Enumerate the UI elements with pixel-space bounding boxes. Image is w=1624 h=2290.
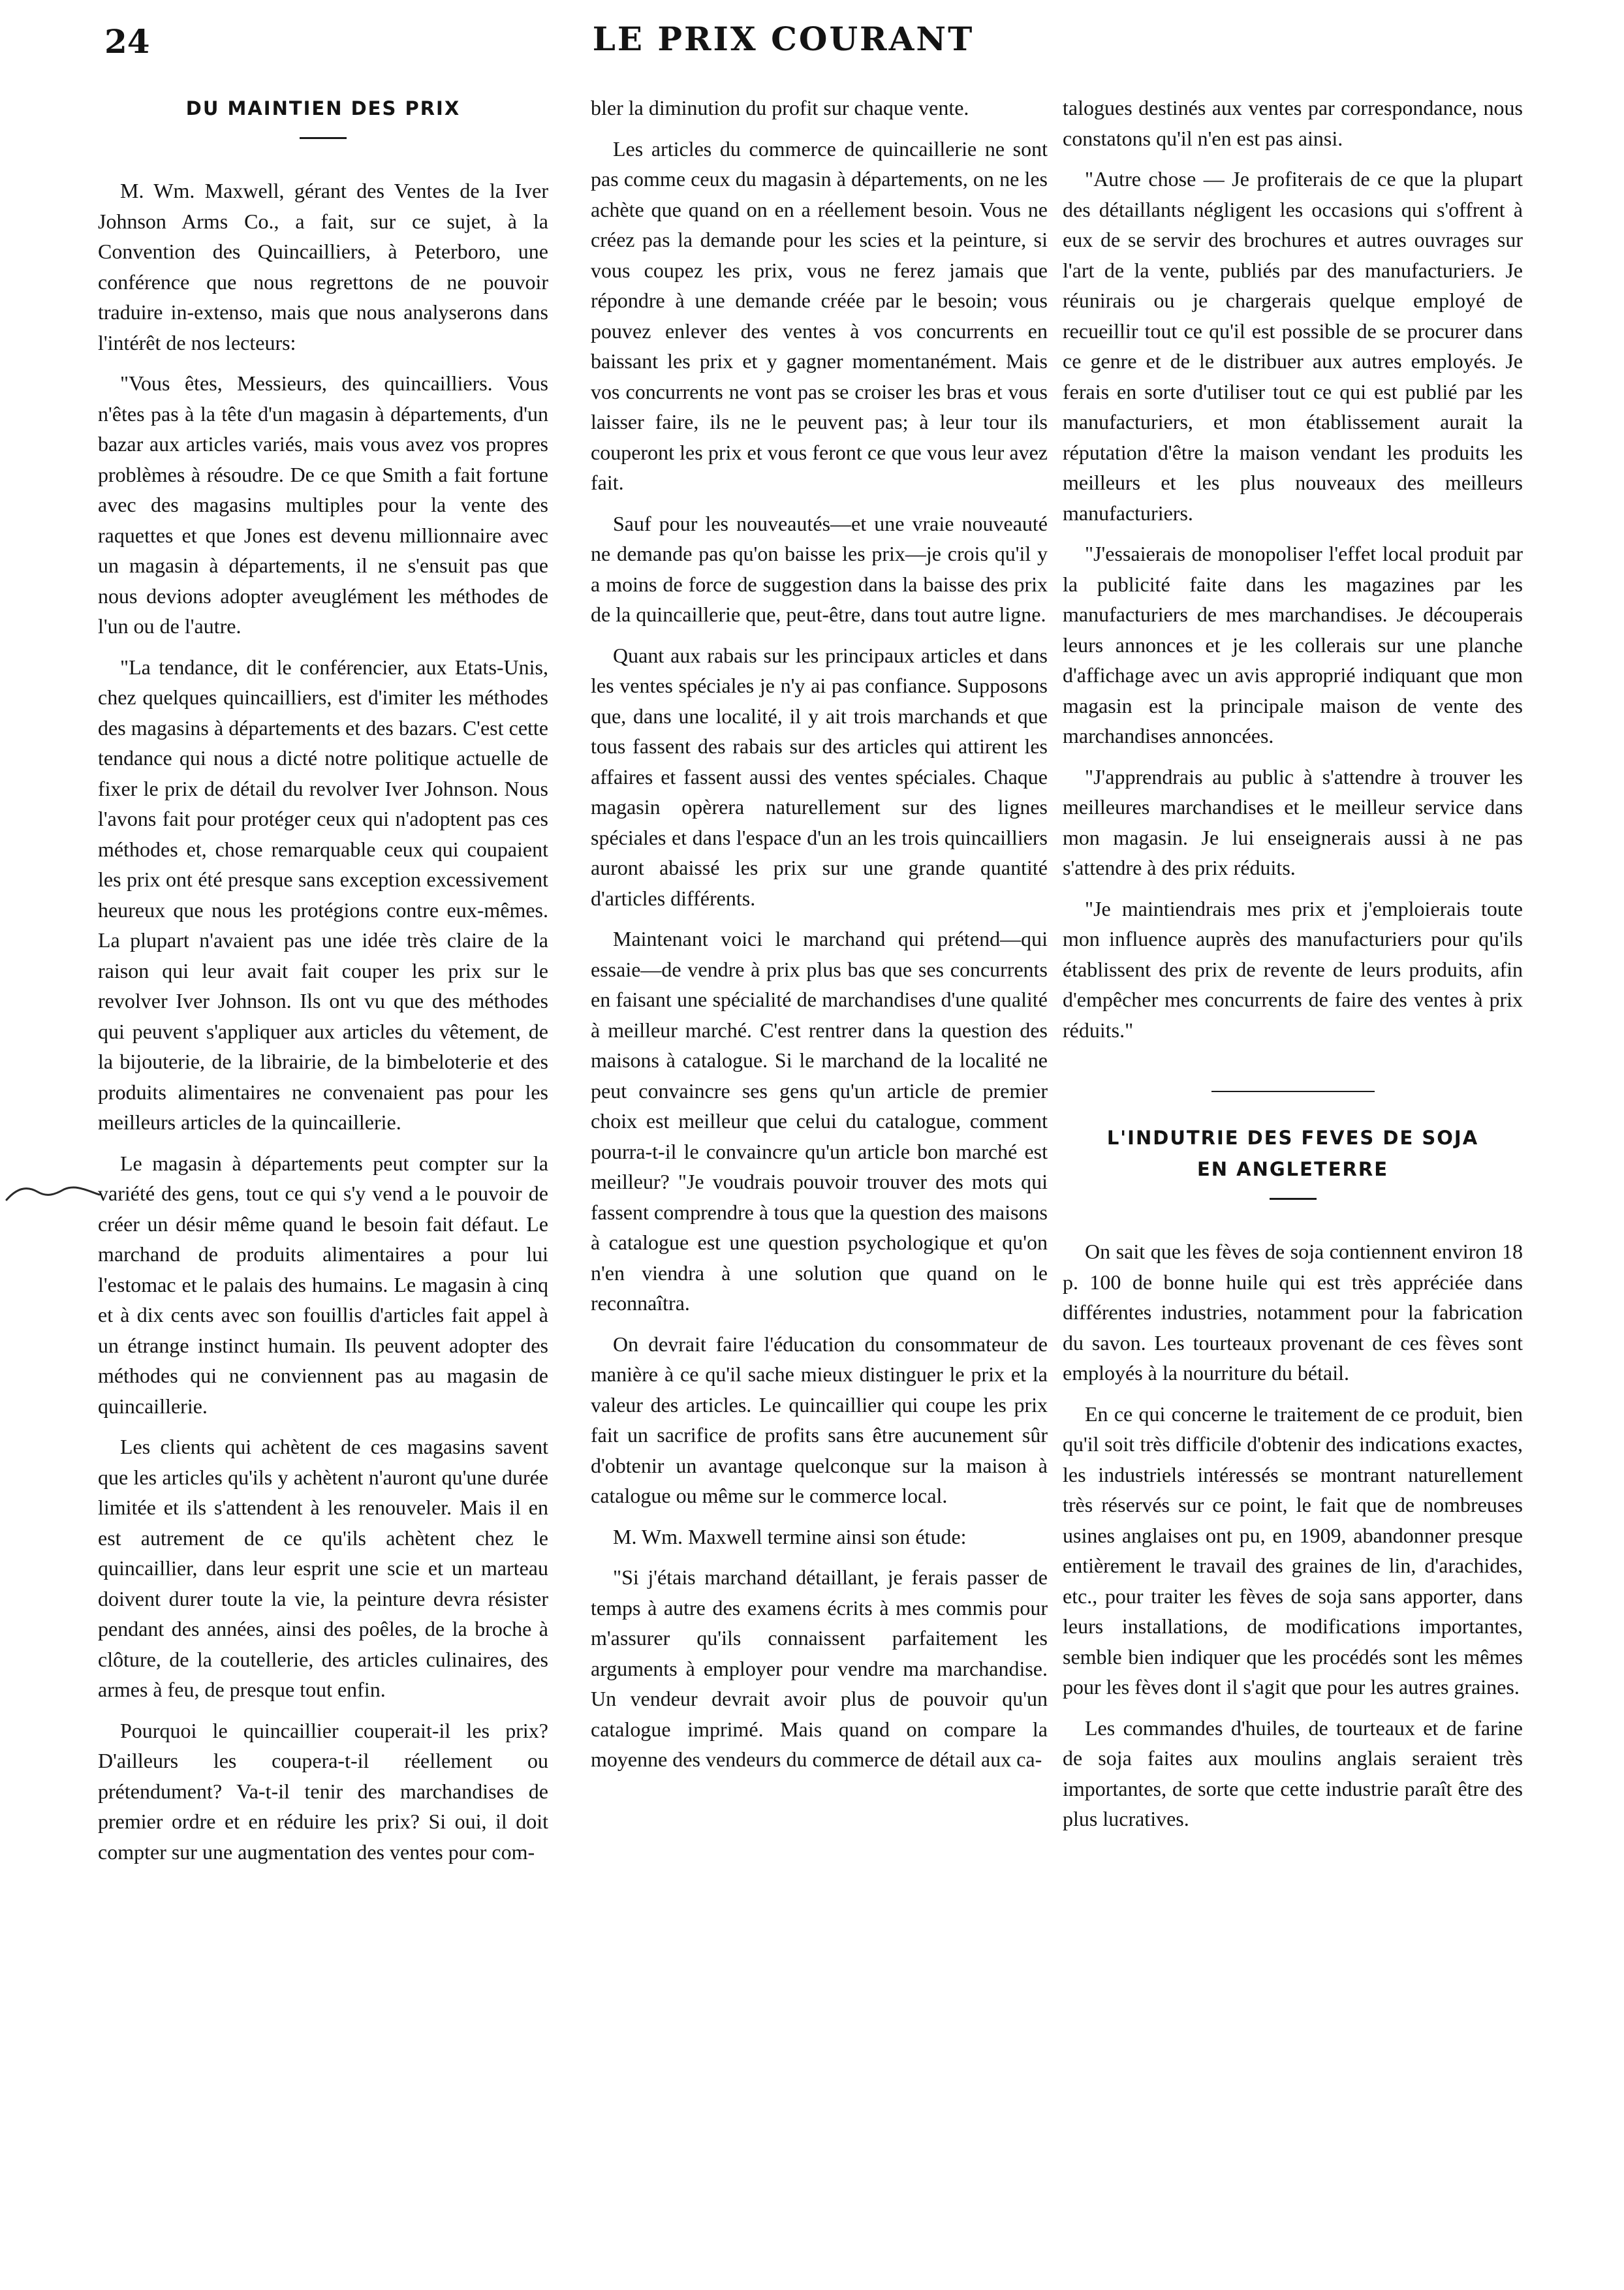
paragraph: En ce qui concerne le traitement de ce produit, bien qu'il soit très difficile d'obtenir des indications exactes, les industriels intéressés se montrant naturellement très réservés sur ce point, le fait que de nombreuses usines anglaises ont pu, en 1909, abandonner presque entièrement le travail des graines de lin, d'arachides, etc., pour traiter les fèves de soja sans apporter, dans leurs installations, de modifications importantes, semble bien indiquer que les procédés sont les mêmes pour les fèves dont il s'agit que pour les autres graines. [1063, 1402, 1523, 1699]
article-separator [1211, 1091, 1375, 1092]
paragraph-continued: bler la diminution du profit sur chaque vente. [591, 96, 969, 119]
article-body [98, 176, 548, 1867]
paragraph-continued: talogues destinés aux ventes par correspondance, nous constatons qu'il n'en est pas ainsi. [1063, 96, 1523, 150]
page-number: 24 [104, 22, 150, 61]
paragraph: Maintenant voici le marchand qui prétend—qui essaie—de vendre à prix plus bas que ses concurrents en faisant une spécialité de marchandises d'une qualité à meilleur marché. C'est rentrer dans la question des maisons à catalogue. Si le marchand de la localité ne peut convaincre ses gens qu'un article de premier choix est meilleur que celui du catalogue, comment pourra-t-il le convaincre qu'un article bon marché est meilleur? "Je voudrais pouvoir trouver des mots qui fassent comprendre à tous que la question des maisons à catalogue est une question psychologique et qu'on n'en viendra à une solution que quand on le reconnaîtra. [591, 927, 1048, 1315]
title-rule [300, 137, 347, 139]
paragraph: "J'essaierais de monopoliser l'effet local produit par la publicité faite dans les magazines par les manufacturiers de mes marchandises. Je découperais leurs annonces et je les collerais sur une planche d'affichage avec un avis approprié indiquant que mon magasin est la principale maison de vente des marchandises annoncées. [1063, 542, 1523, 747]
paragraph: "Vous êtes, Messieurs, des quincailliers. Vous n'êtes pas à la tête d'un magasin à départements, d'un bazar aux articles variés, mais vous avez vos propres problèmes à résoudre. De ce que Smith a fait fortune avec des magasins multiples pour la vente des raquettes et que Jones est devenu millionnaire avec un magasin à départements, il ne s'ensuit pas que nous devions adopter aveuglément les méthodes de l'un ou de l'autre. [98, 371, 548, 638]
article-title-maintien: DU MAINTIEN DES PRIX [185, 97, 461, 119]
paragraph: Le magasin à départements peut compter sur la variété des gens, tout ce qui s'y vend a le pouvoir de créer un désir même quand le besoin fait défaut. Le marchand de produits alimentaires a pour lui l'estomac et le palais des humains. Le magasin à cinq et à dix cents avec son fouillis d'articles fait appel à un étrange instinct humain. Ils peuvent adopter des méthodes qui ne conviennent pas au magasin de quincaillerie. [98, 1151, 548, 1418]
pencil-mark-icon [4, 1175, 102, 1214]
paragraph: On sait que les fèves de soja contiennent environ 18 p. 100 de bonne huile qui est très appréciée dans différentes industries, notamment pour la fabrication du savon. Les tourteaux provenant de ces fèves sont employés à la nourriture du bétail. [1063, 1240, 1523, 1385]
paragraph: Sauf pour les nouveautés—et une vraie nouveauté ne demande pas qu'on baisse les prix—je crois qu'il y a moins de force de suggestion dans la baisse des prix de la quincaillerie que, peut-être, dans tout autre ligne. [591, 511, 1048, 626]
column-3 [1063, 93, 1523, 1845]
article-title-soja-line2: EN ANGLETERRE [1196, 1158, 1389, 1180]
article-title-soja-line1: L'INDUTRIE DES FEVES DE SOJA [1106, 1127, 1479, 1149]
paragraph: "Si j'étais marchand détaillant, je ferais passer de temps à autre des examens écrits à mes commis pour m'assurer qu'ils connaissent parfaitement les arguments à employer pour vendre ma marchandise. Un vendeur devrait avoir plus de pouvoir qu'un catalogue imprimé. Mais quand on compare la moyenne des vendeurs du commerce de détail aux ca- [591, 1565, 1048, 1771]
paragraph: On devrait faire l'éducation du consommateur de manière à ce qu'il sache mieux distinguer le prix et la valeur des articles. Le quincaillier qui coupe les prix fait un sacrifice de profits sans être aucunement sûr d'obtenir un avantage quelconque sur la maison à catalogue ou même sur le commerce local. [591, 1332, 1048, 1507]
paragraph: "La tendance, dit le conférencier, aux Etats-Unis, chez quelques quincailliers, est d'imiter les méthodes des magasins à départements et des bazars. C'est cette tendance qui nous a dicté notre politique actuelle de fixer le prix de détail du revolver Iver Johnson. Nous l'avons fait pour protéger ceux qui n'adoptent pas ces méthodes et, chose remarquable ceux qui coupaient les prix ont été presque sans exception excessivement heureux que nous les protégions contre eux-mêmes. La plupart n'avaient pas une idée très claire de la raison qui leur avait fait couper les prix sur le revolver Iver Johnson. Ils ont vu que des méthodes qui peuvent s'appliquer aux articles du vêtement, de la bijouterie, de la librairie, de la bimbeloterie et des produits alimentaires ne convenaient pas pour les meilleurs articles de la quincaillerie. [98, 655, 548, 1134]
paragraph: "Autre chose — Je profiterais de ce que la plupart des détaillants négligent les occasions qui s'offrent à eux de se servir des brochures et autres ouvrages sur l'art de la vente, publiés par des manufacturiers. Je réunirais ou je chargerais quelque employé de recueillir tout ce qu'il est possible de se procurer dans ce genre et de le distribuer aux autres employés. Je ferais en sorte d'utiliser tout ce qui est publié par les manufacturiers, et mon établissement aurait la réputation d'être la maison vendant les produits les meilleurs et les plus nouveaux des meilleurs manufacturiers. [1063, 167, 1523, 525]
journal-title: LE PRIX COURANT [592, 20, 975, 58]
paragraph: Pourquoi le quincaillier couperait-il les prix? D'ailleurs les coupera-t-il réellement ou prétendument? Va-t-il tenir des marchandises de premier ordre et en réduire les prix? Si oui, il doit compter sur une augmentation des ventes pour com- [98, 1718, 548, 1864]
article-body [1063, 1236, 1523, 1834]
paragraph: Les commandes d'huiles, de tourteaux et de farine de soja faites aux moulins anglais seraient très importantes, de sorte que cette industrie paraît être des plus lucratives. [1063, 1716, 1523, 1830]
paragraph: Les articles du commerce de quincaillerie ne sont pas comme ceux du magasin à départements, on ne les achète que quand on en a réellement besoin. Vous ne créez pas la demande pour les scies et la peinture, si vous coupez les prix, vous ne ferez jamais que répondre à une demande créée par le besoin; vous pouvez enlever des ventes à vos concurrents en baissant les prix et y gagner momentanément. Mais vos concurrents ne vont pas se croiser les bras et vous laisser faire, ils ne le peuvent pas; à leur tour ils couperont les prix et vous feront ce que vous leur avez fait. [591, 136, 1048, 494]
article-body [1063, 164, 1523, 1045]
paragraph: M. Wm. Maxwell termine ainsi son étude: [613, 1524, 967, 1548]
column-2 [591, 93, 1048, 1785]
column-1 [98, 93, 548, 1877]
paragraph: "J'apprendrais au public à s'attendre à trouver les meilleures marchandises et le meilleur service dans mon magasin. Je lui enseignerais aussi à ne pas s'attendre à des prix réduits. [1063, 764, 1523, 879]
title-rule [1270, 1198, 1317, 1200]
paragraph: Quant aux rabais sur les principaux articles et dans les ventes spéciales je n'y ai pas confiance. Supposons que, dans une localité, il y ait trois marchands et que tous fassent des rabais sur des articles qui attirent les affaires et fassent aussi des ventes spéciales. Chaque magasin opèrera naturellement sur des lignes spéciales et dans l'espace d'un an les trois quincailliers auront abaissé les prix sur une grande quantité d'articles différents. [591, 643, 1048, 910]
article-body [591, 134, 1048, 1775]
paragraph: M. Wm. Maxwell, gérant des Ventes de la Iver Johnson Arms Co., a fait, sur ce sujet, à la Convention des Quincailliers, à Peterboro, une conférence que nous regrettons de ne pouvoir traduire in-extenso, mais que nous analyserons dans l'intérêt de nos lecteurs: [98, 179, 548, 354]
paragraph: "Je maintiendrais mes prix et j'emploierais toute mon influence auprès des manufacturiers pour qu'ils établissent des prix de revente de leurs produits, afin d'empêcher mes concurrents de faire des ventes à prix réduits." [1063, 896, 1523, 1042]
paragraph: Les clients qui achètent de ces magasins savent que les articles qu'ils y achètent n'auront qu'une durée limitée et ils s'attendent à les renouveler. Mais il en est autrement de ce qu'ils achètent chez le quincaillier, dans leur esprit une scie et un marteau doivent durer toute la vie, la peinture devra résister pendant des années, ainsi des poêles, de la broche à clôture, de la coutellerie, des articles culinaires, des armes à feu, de presque tout enfin. [98, 1435, 548, 1701]
